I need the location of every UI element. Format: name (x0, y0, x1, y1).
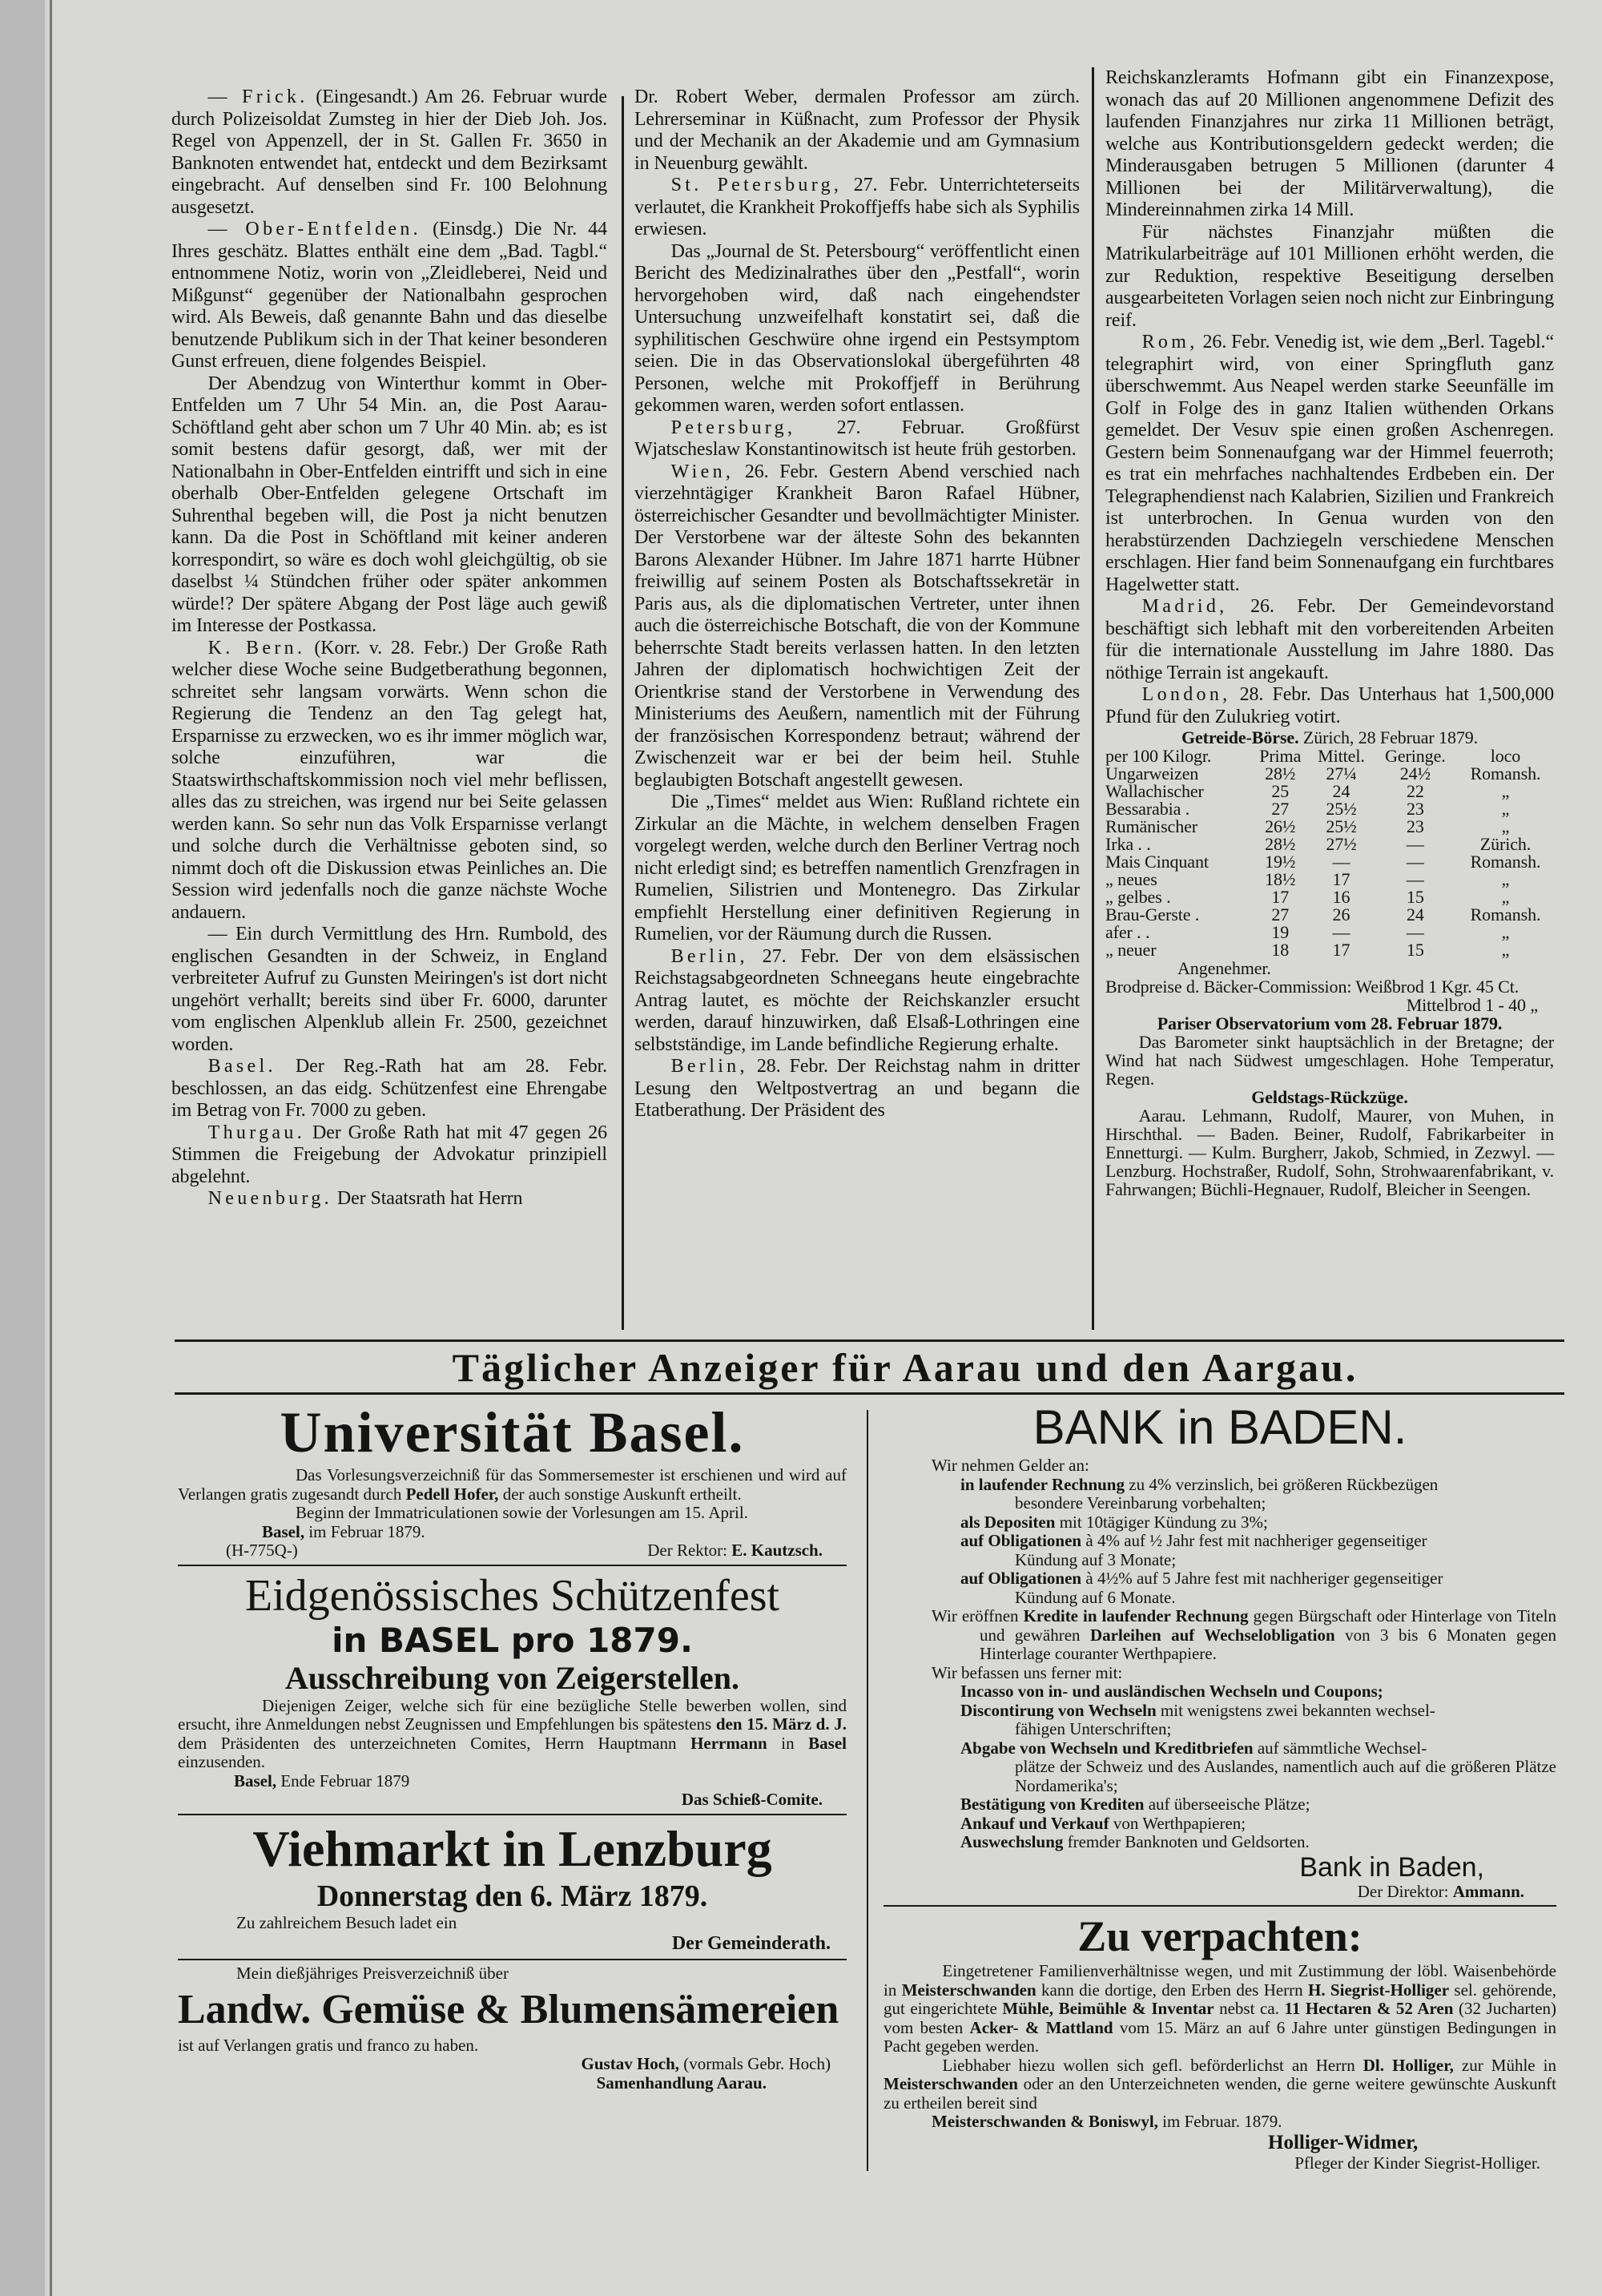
university-ad-text (178, 1466, 847, 1504)
table-cell: Romansh. (1470, 904, 1541, 924)
bank-deposit-list (932, 1476, 1556, 1608)
table-cell: 17 (1332, 940, 1350, 960)
text-segment: im Februar. 1879. (1162, 2112, 1282, 2131)
article-lead: — Ober-Entfelden. (207, 219, 422, 240)
lease-place (884, 2113, 1556, 2132)
text-segment: Herrmann (690, 1733, 767, 1753)
table-cell: 25½ (1326, 799, 1357, 819)
table-cell: „ (1501, 799, 1510, 819)
text-segment: E. Kautzsch. (731, 1541, 823, 1560)
table-cell: 23 (1406, 816, 1424, 836)
schuetzenfest-heading: Ausschreibung von Zeigerstellen. (284, 1659, 740, 1696)
table-row (1105, 888, 1554, 906)
text-segment: Wir eröffnen (932, 1606, 1019, 1625)
article-lead: Thurgau. (207, 1122, 306, 1143)
seeds-title: Landw. Gemüse & Blumensämereien (178, 1986, 839, 2032)
article-text: Die „Times“ meldet aus Wien: Rußland richtete ein Zirkular an die Mächte, in welchem denselben Fragen vorgelegt werden, welche durch den Berliner Vertrag noch nicht erledigt sind; es betreffen namentlich Grenzfragen in Rumelien, Silistrien und Montenegro. Das Zirkular empfiehlt Herstellung einer definitiven Regierung in Rumelien, vor der Räumung durch die Russen. (634, 792, 1080, 945)
university-ad-place (178, 1523, 847, 1542)
article-text: Der Abendzug von Winterthur kommt in Ober-Entfelden um 7 Uhr 54 Min. an, die Post Aarau-Schöftland geht aber schon um 7 Uhr 40 Min. ab; es ist somit bestens dafür gesorgt, daß, wer mit der Nationalbahn in Ober-Entfelden eintrifft und sich in eine oberhalb Ober-Entfelden gelegene Ortschaft im Suhrenthal begeben will, die Post ja nicht benutzen kann. Da die Post in Schöftland mit keiner anderen korrespondirt, so wäre es doch wohl gleichgültig, ob sie daselbst ¼ Stündchen früher oder später ankommen würde!? Der spätere Abgang der Post läge auch gewiß im Interesse der Postkassa. (171, 373, 607, 636)
bank-list-item (932, 1739, 1556, 1758)
bank-list-item (932, 1513, 1556, 1533)
text-segment: Basel (808, 1733, 847, 1753)
table-cell: „ gelbes . (1105, 887, 1171, 907)
text-segment: 11 Hectaren & 52 Aren (1284, 1999, 1454, 2018)
text-segment: fremder Banknoten und Geldsorten. (1063, 1832, 1310, 1851)
grain-market-title: Getreide-Börse. (1181, 727, 1299, 747)
table-cell: 17 (1332, 869, 1350, 889)
grain-table-body (1105, 765, 1554, 959)
table-cell: 18½ (1265, 869, 1296, 889)
viehmarkt-title: Viehmarkt in Lenzburg (252, 1819, 772, 1877)
bank-intro: Wir nehmen Gelder an: (932, 1456, 1089, 1475)
article-text: Reichskanzleramts Hofmann gibt ein Finanzexpose, wonach das auf 20 Millionen angenommene Defizit des laufenden Finanzjahres nur zirka 11 Millionen beträgt, welche aus Kontributionsgeldern gedeckt werden; die Minderausgaben betrugen 5 Millionen (darunter 4 Millionen bei der Militärverwaltung), die Mindereinnahmen zirka 14 Mill. (1105, 67, 1554, 220)
article-text: (Eingesandt.) Am 26. Februar wurde durch Polizeisoldat Zumsteg in hier der Dieb Joh. Jos. Regel von Appenzell, der in St. Gallen Fr. 3650 in Banknoten entwendet hat, entdeckt und dem Bezirksamt eingebracht. Auf denselben sind Fr. 100 Belohnung ausgesetzt. (171, 87, 607, 218)
table-cell: 27¼ (1326, 763, 1357, 783)
scan-edge (0, 0, 45, 2296)
grain-note: Angenehmer. (1177, 958, 1271, 978)
observatory-text: Das Barometer sinkt hauptsächlich in der Bretagne; der Wind hat nach Südwest umgeschlagen. Hohe Temperatur, Regen. (1105, 1032, 1554, 1089)
table-cell: „ (1501, 869, 1510, 889)
article-basel (171, 1056, 607, 1122)
table-cell: 19½ (1265, 852, 1296, 872)
table-cell: 22 (1406, 781, 1424, 801)
article-text: 26. Febr. Venedig ist, wie dem „Berl. Tagebl.“ telegraphirt wird, von einer Springfluth ganz überschwemmt. Aus Neapel werden starke Seeunfälle im Golf in Folge des in ganz Italien wüthenden Orkans gemeldet. Der Vesuv spie einen großen Aschenregen. Gestern beim Sonnenaufgang war der Himmel feuerroth; es trat ein mehrfaches nachhaltendes Erdbeben ein. Der Telegraphendienst nach Kalabrien, Sizilien und Frankreich ist unterbrochen. In Genua wurden von den herabstürzenden Dachziegeln verschiedene Menschen erschlagen. Hier fand beim Sonnenaufgang ein furchtbares Hagelwetter statt. (1105, 332, 1554, 595)
article-text: Der Reg.-Rath hat am 28. Febr. beschlossen, an das eidg. Schützenfest eine Ehrengabe im Betrag von Fr. 7000 zu geben. (171, 1056, 607, 1121)
table-cell: Irka . . (1105, 834, 1151, 854)
text-segment: Diejenigen Zeiger, welche sich für eine bezügliche Stelle bewerben wollen, sind ersucht, ihre Anmeldungen nebst Zeugnissen und Empfehlungen bis spätestens (178, 1695, 847, 1734)
text-segment: Abgabe von Wechseln und Kreditbriefen (960, 1738, 1254, 1758)
table-cell: Ungarweizen (1105, 763, 1199, 783)
article-london (1105, 684, 1554, 728)
article-ober-entfelden-cont (171, 373, 607, 638)
bank-list-item-cont: besondere Vereinbarung vorbehalten; (1015, 1493, 1266, 1513)
schuetzenfest-ad (178, 1697, 847, 1810)
table-row (1105, 783, 1554, 800)
text-segment: dem Präsidenten des unterzeichneten Comites, Herrn Hauptmann (178, 1733, 677, 1753)
text-segment: Incasso von in- und ausländischen Wechseln und Coupons; (960, 1682, 1383, 1701)
article-madrid (1105, 596, 1554, 684)
schuetzenfest-text (178, 1697, 847, 1772)
text-segment: Liebhaber hiezu wollen sich gefl. beförderlichst an Herrn (942, 2055, 1355, 2075)
article-text: Dr. Robert Weber, dermalen Professor am zürch. Lehrerseminar in Küßnacht, zum Professor der Physik und der Mechanik an der Akademie und am Gymnasium in Neuenburg gewählt. (634, 87, 1080, 174)
text-segment: Ende Februar 1879 (280, 1770, 410, 1790)
lease-contact (884, 2056, 1556, 2113)
text-segment: Ammann. (1452, 1881, 1524, 1901)
article-weber (634, 87, 1080, 175)
text-segment: von 3 bis 6 Monaten gegen Hinterlage couranter Werthpapiere. (980, 1625, 1557, 1663)
table-cell: 16 (1332, 887, 1350, 907)
table-cell: 18 (1271, 940, 1290, 960)
bank-list-item (932, 1569, 1556, 1589)
university-ad-title: Universität Basel. (280, 1400, 745, 1464)
masthead-rule-top (175, 1339, 1564, 1342)
table-header: Mittel. (1318, 746, 1365, 766)
article-text: 27. Febr. Unterrichteterseits verlautet, die Krankheit Prokoffjeffs habe sich als Syphilis erwiesen. (634, 175, 1080, 240)
table-cell: Mais Cinquant (1105, 852, 1209, 872)
text-segment: mit 10tägiger Kündung zu 3%; (1055, 1512, 1268, 1532)
article-lead: St. Petersburg, (670, 175, 843, 195)
article-text: 26. Febr. Der Gemeindevorstand beschäftigt sich lebhaft mit den vorbereitenden Arbeiten für die internationale Ausstellung im Jahre 1880. Das nöthige Terrain ist angekauft. (1105, 596, 1554, 683)
article-times (634, 792, 1080, 946)
text-segment: Basel, (234, 1770, 277, 1790)
table-row (1105, 765, 1554, 783)
article-lead: Rom, (1141, 332, 1198, 352)
bank-ad-title: BANK in BADEN. (1032, 1400, 1407, 1454)
text-segment: sel. gehörende, gut eingerichtete (884, 1980, 1557, 2018)
bread-prices-line: Mittelbrod 1 - 40 „ (1406, 995, 1538, 1015)
table-header-row (1105, 747, 1554, 765)
page-edge-line (50, 0, 52, 2296)
text-segment: auf Obligationen (960, 1569, 1082, 1588)
article-lead: Petersburg, (670, 417, 796, 438)
text-segment: gegen Bürgschaft oder Hinterlage von Titeln und gewähren (980, 1606, 1556, 1645)
article-text: Das „Journal de St. Petersbourg“ veröffentlicht einen Bericht des Medizinalrathes über den „Pestfall“, worin hervorgehoben wird, daß nach eingehendster Untersuchung unzweifelhaft konstatirt sei, daß die syphilitischen Geschwüre ohne irgend ein Pestsymptom seien. Die in das Observationslokal übergeführten 48 Personen, welche mit Prokoffjeff in Berührung gekommen waren, werden sofort entlassen. (634, 240, 1080, 416)
table-row (1105, 871, 1554, 888)
grain-price-table (1105, 747, 1554, 959)
table-header: per 100 Kilogr. (1105, 746, 1212, 766)
text-segment: Kredite in laufender Rechnung (1023, 1606, 1249, 1625)
text-segment: Meisterschwanden (901, 1980, 1036, 2000)
text-segment: auf Obligationen (960, 1531, 1082, 1550)
article-finanzexpose (1105, 67, 1554, 222)
bread-prices-line: Brodpreise d. Bäcker-Commission: Weißbrod 1 Kgr. 45 Ct. (1105, 977, 1519, 997)
table-cell: Rumänischer (1105, 816, 1197, 836)
text-segment: in (781, 1733, 795, 1753)
bank-list-item (932, 1833, 1556, 1852)
bank-director (884, 1883, 1556, 1902)
text-segment: Gustav Hoch, (581, 2054, 680, 2073)
article-text: Der Große Rath hat mit 47 gegen 26 Stimmen die Freigebung der Advokatur prinzipiell abgelehnt. (171, 1122, 607, 1187)
schuetzenfest-place (178, 1772, 847, 1791)
table-row (1105, 853, 1554, 871)
bank-list-item-cont: Kündung auf 3 Monate; (1015, 1549, 1177, 1569)
article-text: 28. Febr. Das Unterhaus hat 1,500,000 Pfund für den Zulukrieg votirt. (1105, 684, 1554, 727)
table-cell: Zürich. (1479, 834, 1532, 854)
lease-text (884, 1962, 1556, 2056)
text-segment: den 15. März d. J. (715, 1714, 847, 1734)
table-row (1105, 924, 1554, 941)
bank-services-list (932, 1682, 1556, 1852)
text-segment: Darleihen auf Wechselobligation (1090, 1625, 1335, 1645)
table-cell: 27½ (1326, 834, 1357, 854)
bank-list-item-cont: plätze der Schweiz und des Auslandes, namentlich auch auf die größeren Plätze Nordamerika's; (1015, 1757, 1556, 1795)
text-segment: Discontirung von Wechseln (960, 1700, 1157, 1720)
table-row (1105, 800, 1554, 818)
table-row (1105, 906, 1554, 924)
pedell-name: Pedell Hofer, (405, 1484, 499, 1504)
viehmarkt-date: Donnerstag den 6. März 1879. (316, 1879, 708, 1913)
schuetzenfest-title: Eidgenössisches Schützenfest (244, 1570, 780, 1621)
table-cell: „ (1501, 781, 1510, 801)
article-text: Der Staatsrath hat Herrn (332, 1188, 523, 1209)
article-neuenburg (171, 1188, 607, 1210)
text-segment: als Depositen (960, 1512, 1056, 1532)
bank-list-item (932, 1702, 1556, 1721)
text-segment: (32 Jucharten) vom besten (884, 1999, 1557, 2037)
table-cell: 19 (1271, 922, 1290, 942)
text-segment: vom 15. März an auf 6 Jahre unter günstigen Bedingungen in Pacht gegeben werden. (884, 2017, 1557, 2056)
article-lead: — Frick. (207, 87, 308, 107)
text-segment: Basel, (262, 1521, 305, 1541)
table-cell: „ neues (1105, 869, 1157, 889)
schuetzenfest-subtitle: in BASEL pro 1879. (332, 1620, 693, 1660)
article-berlin-28 (634, 1056, 1080, 1122)
article-text: 27. Februar. Großfürst Wjatscheslaw Konstantinowitsch ist heute früh gestorben. (634, 417, 1080, 460)
table-cell: „ neuer (1105, 940, 1157, 960)
university-ad-start: Beginn der Immatriculationen sowie der Vorlesungen am 15. April. (296, 1503, 748, 1522)
article-text: 26. Febr. Gestern Abend verschied nach vierzehntägiger Krankheit Baron Rafael Hübner, österreichischer Gesandter und bevollmächtigter Minister. Der Verstorbene war der älteste Sohn des bekannten Barons Alexander Hübner. Im Jahre 1871 harrte Hübner freiwillig auf seinem Posten als Botschaftssekretär in Paris aus, als die diplomatischen Vertreter, unter ihnen auch die österreichische Botschaft, die von der Kommune beherrschte Stadt bereits verlassen hatten. In den letzten Jahren der diplomatisch hochwichtigen Zeit der Orientkrise stand der Verstorbene in Verwendung des Ministeriums des Aeußern, namentlich mit der Führung der französischen Korrespondenz betraut; während der Zwischenzeit war er bei der beim heil. Stuhle beglaubigten Botschaft angestellt gewesen. (634, 461, 1080, 791)
column-rule (622, 96, 624, 1330)
article-text: Für nächstes Finanzjahr müßten die Matrikularbeiträge auf 101 Millionen erhöht werden, die zur Reduktion, respektive Beseitigung derselben ausgearbeiteten Vorlagen seien noch nicht zur Einbringung reif. (1105, 221, 1554, 331)
table-cell: 25 (1271, 781, 1290, 801)
table-cell: 15 (1406, 887, 1424, 907)
table-header: loco (1490, 746, 1521, 766)
text-segment: auf überseeische Plätze; (1144, 1795, 1310, 1814)
ad-separator (884, 1905, 1556, 1907)
bank-signer: Bank in Baden, (1299, 1851, 1484, 1883)
article-text: 28. Febr. Der Reichstag nahm in dritter Lesung den Weltpostvertrag an und begann die Etatberathung. Der Präsident des (634, 1056, 1080, 1121)
table-cell: 23 (1406, 799, 1424, 819)
text-segment: H. Siegrist-Holliger (1308, 1980, 1450, 2000)
article-wien (634, 461, 1080, 792)
table-cell: 24 (1332, 781, 1350, 801)
text-segment: von Werthpapieren; (1109, 1813, 1246, 1833)
text-segment: Meisterschwanden & Boniswyl, (932, 2112, 1158, 2131)
table-row (1105, 836, 1554, 853)
bankruptcy-title: Geldstags-Rückzüge. (1251, 1087, 1408, 1107)
university-ad (178, 1466, 847, 1561)
article-frick (171, 87, 607, 219)
table-cell: — (1406, 834, 1424, 854)
bank-list-item (932, 1795, 1556, 1815)
article-finanzjahr (1105, 222, 1554, 332)
article-text: (Korr. v. 28. Febr.) Der Große Rath welcher diese Woche seine Budgetberathung begonnen, schreitet sehr langsam vorwärts. Wenn schon die Regierung die Tendenz an den Tag gelegt hat, Ersparnisse zu erzwecken, wo es ihr immer möglich war, solche einzuführen, war die Staatswirthschaftskommission noch viel mehr beflissen, alles das zu streichen, was irgend nur bei Seite gelassen werden kann. So sehr nun das Volk Ersparnisse verlangt und solche durch die Verhältnisse geboten sind, so nimmt doch oft die Diskussion etwas Peinliches an. Die Session wird jedenfalls noch die ganze nächste Woche andauern. (171, 637, 607, 923)
text-segment: der auch sonstige Auskunft ertheilt. (502, 1484, 742, 1504)
column-rule (1092, 67, 1094, 1330)
text-segment: Dl. Holliger, (1363, 2055, 1454, 2075)
ad-separator (178, 1814, 847, 1815)
table-cell: — (1332, 922, 1350, 942)
bank-list-item-cont: Kündung auf 6 Monate. (1015, 1587, 1176, 1607)
article-meiringen (171, 924, 607, 1056)
table-cell: 25½ (1326, 816, 1357, 836)
column-right (1105, 67, 1554, 1198)
grain-market-date: Zürich, 28 Februar 1879. (1302, 727, 1479, 747)
text-segment: einzusenden. (178, 1752, 266, 1771)
table-cell: 26 (1332, 904, 1350, 924)
text-segment: Das Vorlesungsverzeichniß für das Sommersemester ist erschienen und wird auf Verlangen gratis zugesandt durch (178, 1465, 847, 1504)
bank-list-item (932, 1532, 1556, 1551)
article-bern (171, 638, 607, 924)
article-berlin-27 (634, 946, 1080, 1057)
table-cell: Bessarabia . (1105, 799, 1190, 819)
article-journal (634, 241, 1080, 417)
seeds-firm: Samenhandlung Aarau. (596, 2072, 767, 2093)
article-lead: Neuenburg. (207, 1188, 332, 1209)
seeds-intro: Mein dießjähriges Preisverzeichniß über (236, 1964, 509, 1983)
text-segment: oder an den Unterzeichneten wenden, die gerne weitere gewünschte Auskunft zu ertheilen bereit sind (884, 2074, 1556, 2113)
table-cell: Brau-Gerste . (1105, 904, 1200, 924)
table-cell: Romansh. (1470, 852, 1541, 872)
lease-ad-title: Zu verpachten: (1077, 1912, 1363, 1960)
table-row (1105, 818, 1554, 836)
article-ober-entfelden (171, 219, 607, 373)
schuetzenfest-signer: Das Schieß-Comite. (681, 1790, 823, 1809)
bank-list-item (932, 1476, 1556, 1495)
text-segment: Mühle, Beimühle & Inventar (1002, 1999, 1214, 2018)
grain-market-heading (1105, 728, 1554, 747)
ad-separator (178, 1959, 847, 1960)
text-segment: Eingetretener Familienverhältnisse wegen, und mit Zustimmung der löbl. Waisenbehörde in (884, 1961, 1556, 2000)
article-lead: London, (1141, 684, 1231, 705)
text-segment: in laufender Rechnung (960, 1474, 1125, 1494)
column-left (171, 87, 607, 1210)
article-lead: K. Bern. (207, 637, 306, 659)
table-header: Geringe. (1385, 746, 1446, 766)
text-segment: zu 4% verzinslich, bei größeren Rückbezügen (1125, 1474, 1439, 1494)
text-segment: à 4% auf ½ Jahr fest mit nachheriger gegenseitiger (1081, 1531, 1427, 1550)
article-lead: Berlin, (670, 1056, 748, 1077)
text-segment: Acker- & Mattland (969, 2017, 1113, 2037)
text-segment: mit wenigstens zwei bekannten wechsel- (1156, 1700, 1435, 1720)
ad-code: (H-775Q-) (226, 1541, 298, 1560)
rector-signature (647, 1541, 823, 1561)
table-cell: 28½ (1265, 763, 1296, 783)
article-rom (1105, 332, 1554, 596)
observatory-title: Pariser Observatorium vom 28. Februar 1879. (1157, 1013, 1503, 1033)
table-cell: 24 (1406, 904, 1424, 924)
table-cell: 24½ (1399, 763, 1431, 783)
table-cell: Wallachischer (1105, 781, 1204, 801)
table-cell: „ (1501, 940, 1510, 960)
article-petersburg (634, 417, 1080, 461)
text-segment: Der Rektor: (647, 1541, 727, 1560)
seeds-signer (178, 2055, 847, 2074)
table-cell: 27 (1271, 904, 1290, 924)
text-segment: à 4½% auf 5 Jahre fest mit nachheriger gegenseitiger (1081, 1569, 1443, 1588)
text-segment: nebst ca. (1219, 1999, 1279, 2018)
text-segment: im Februar 1879. (308, 1521, 425, 1541)
viehmarkt-invite: Zu zahlreichem Besuch ladet ein (236, 1912, 457, 1932)
bank-credit-text (932, 1607, 1556, 1664)
table-cell: afer . . (1105, 922, 1150, 942)
lease-signer-role: Pfleger der Kinder Siegrist-Holliger. (1294, 2153, 1540, 2173)
text-segment: kann die dortige, den Erben des Herrn (1041, 1980, 1303, 2000)
left-ads (178, 1399, 847, 2093)
university-ad-footer (178, 1541, 847, 1561)
text-segment: Der Direktor: (1357, 1881, 1449, 1901)
table-cell: — (1332, 852, 1350, 872)
table-cell: Romansh. (1470, 763, 1541, 783)
bank-list-item (932, 1682, 1556, 1702)
bank-ad (884, 1456, 1556, 1852)
article-thurgau (171, 1122, 607, 1189)
article-text: — Ein durch Vermittlung des Hrn. Rumbold, des englischen Gesandten in der Schweiz, in England verbreiteter Aufruf zu Gunsten Meiringen's ist dort nicht ungehört verhallt; bereits sind über Fr. 6000, darunter vom englischen Alpenklub allein Fr. 2500, gezeichnet worden. (171, 924, 607, 1055)
ads-divider (867, 1410, 868, 2171)
bankruptcy-text: Aarau. Lehmann, Rudolf, Maurer, von Muhen, in Hirschthal. — Baden. Beiner, Rudolf, Fabrikarbeiter in Ennetturgi. — Kulm. Burgherr, Jakob, Schmied, in Zezwyl. — Lenzburg. Hochstraßer, Rudolf, Sohn, Strohwaarenfabrikant, v. Fahrwangen; Büchli-Hegnauer, Rudolf, Bleicher in Seengen. (1105, 1106, 1554, 1199)
text-segment: Ankauf und Verkauf (960, 1813, 1109, 1833)
article-text: 27. Febr. Der von dem elsässischen Reichstagsabgeordneten Schneegans heute eingebrachte Antrag lautet, es möchte der Reichskanzler ersucht werden, darauf hinzuwirken, daß Elsaß-Lothringen eine selbstständige, im Lande befindliche Regierung erhalte. (634, 945, 1080, 1055)
article-st-petersburg (634, 175, 1080, 241)
column-middle (634, 87, 1080, 1122)
lease-ad (884, 1962, 1556, 2173)
table-cell: 17 (1271, 887, 1290, 907)
text-segment: (vormals Gebr. Hoch) (683, 2054, 831, 2073)
text-segment: Meisterschwanden (884, 2074, 1018, 2093)
article-lead: Basel. (207, 1056, 276, 1077)
table-cell: „ (1501, 887, 1510, 907)
table-cell: 28½ (1265, 834, 1296, 854)
table-header: Prima (1259, 746, 1302, 766)
table-cell: — (1406, 922, 1424, 942)
article-lead: Wien, (670, 461, 735, 482)
masthead-rule-bottom (175, 1392, 1564, 1395)
text-segment: Bestätigung von Krediten (960, 1795, 1145, 1814)
right-ads (884, 1399, 1556, 2173)
article-lead: Berlin, (670, 945, 748, 967)
table-cell: „ (1501, 922, 1510, 942)
table-cell: 27 (1271, 799, 1290, 819)
text-segment: zur Mühle in (1461, 2055, 1556, 2075)
article-lead: Madrid, (1141, 596, 1228, 617)
ad-separator (178, 1565, 847, 1566)
text-segment: Auswechslung (960, 1832, 1064, 1851)
seeds-text: ist auf Verlangen gratis und franco zu haben. (178, 2035, 479, 2055)
text-segment: auf sämmtliche Wechsel- (1253, 1738, 1427, 1758)
viehmarkt-signer: Der Gemeinderath. (671, 1933, 831, 1954)
table-row (1105, 941, 1554, 959)
table-cell: — (1406, 869, 1424, 889)
table-cell: 15 (1406, 940, 1424, 960)
advertiser-masthead: Täglicher Anzeiger für Aarau und den Aargau. (452, 1345, 1358, 1390)
table-cell: — (1406, 852, 1424, 872)
lease-signer: Holliger-Widmer, (1268, 2131, 1419, 2153)
table-cell: „ (1501, 816, 1510, 836)
table-cell: 26½ (1265, 816, 1296, 836)
article-text: (Einsdg.) Die Nr. 44 Ihres geschätz. Blattes enthält eine dem „Bad. Tagbl.“ entnommene Notiz, worin von „Zleidleberei, Neid und Mißgunst“ gegenüber der Nationalbahn gesprochen wird. Als Beweis, daß genannte Bahn und das dieselbe benutzende Publikum sich in der That keiner besonderen Gunst erfreuen, diene folgendes Beispiel. (171, 219, 607, 372)
bank-list-item-cont: fähigen Unterschriften; (1015, 1719, 1172, 1738)
bank-further: Wir befassen uns ferner mit: (932, 1662, 1123, 1682)
bank-list-item (932, 1815, 1556, 1834)
